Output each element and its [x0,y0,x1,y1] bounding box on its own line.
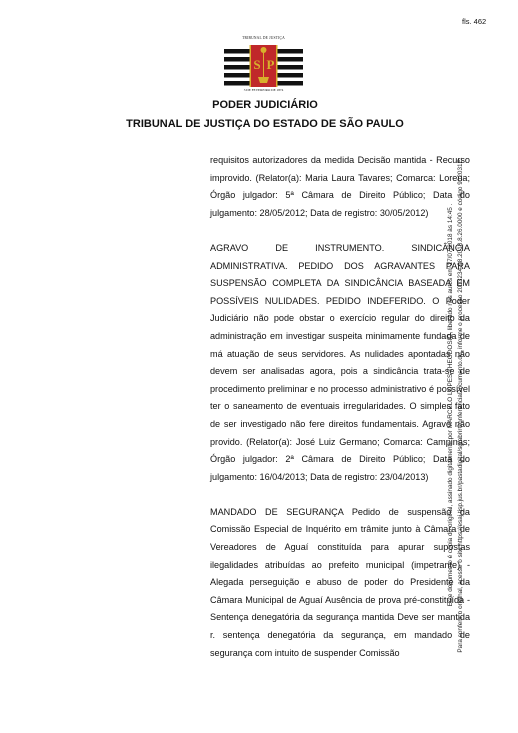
stamp-line-1: Este documento é cópia do original, assinado digitalmente por MARCELO LOPES THEODOSIO, liberado nos autos em 17/07/2018 às 14:45 . [447,203,454,607]
seal-top-text: TRIBUNAL DE JUSTIÇA [242,36,285,40]
svg-text:S: S [253,57,261,72]
digital-signature-stamp [446,90,500,720]
page-title: PODER JUDICIÁRIO [212,99,318,111]
paragraph: requisitos autorizadores da medida Decisão mantida - Recurso improvido. (Relator(a): Maria Laura Tavares; Comarca: Lorena; Órgão julgador: 5ª Câmara de Direito Público; Data do julgamento: 28/05/2012; Data de registro: 30/05/2012) [210,155,470,218]
stamp-line-2: Para conferir o original, acesse o site https://esaj.tjsp.jus.br/pastadigital/sg/abrirConferenciaDocumento.do, informe o processo 2013234-98.2018.8.26.0000 e código 902031E. [457,157,464,653]
seal-bottom-text: 3 DE FEVEREIRO DE 1874 [243,88,284,92]
court-seal [224,36,303,94]
seal-emblem-icon [224,41,303,91]
page-number: fls. 462 [462,17,487,26]
svg-text:P: P [266,57,275,72]
court-name: TRIBUNAL DE JUSTIÇA DO ESTADO DE SÃO PAULO [126,118,404,130]
paragraph: MANDADO DE SEGURANÇA Pedido de suspensão da Comissão Especial de Inquérito em trâmite junto à Câmara de Vereadores de Aguaí constituída para apurar supostas ilegalidades atribuídas ao prefeito municipal (impetrante) - Alegada perseguição e abuso de poder do Presidente da Câmara Municipal de Aguaí Ausência de prova pré-constituída - Sentença denegatória da segurança mantida Deve ser mantida r. sentença denegatória da segurança, em mandado de segurança com intuito de suspender Comissão [210,506,470,658]
paragraph: AGRAVO DE INSTRUMENTO. SINDICÂNCIA ADMINISTRATIVA. PEDIDO DOS AGRAVANTES PARA SUSPENSÃO COMPLETA DA SINDICÂNCIA BASEADA EM POSSÍVEIS NULIDADES. PEDIDO INDEFERIDO. O Poder Judiciário não pode obstar o exercício regular do direito da administração em investigar suspeita minimamente fundada de má atuação de seus servidores. As nulidades apontadas não devem ser analisadas agora, pois a sindicância trata-se de procedimento preliminar e no processo administrativo é possível ter o saneamento de eventuais irregularidades. O simples fato de ser investigado não fere direitos fundamentais. Agravo não provido. (Relator(a): José Luiz Germano; Comarca: Campinas; Órgão julgador: 2ª Câmara de Direito Público; Data do julgamento: 16/04/2013; Data de registro: 23/04/2013) [210,242,470,482]
document-body [210,152,470,680]
